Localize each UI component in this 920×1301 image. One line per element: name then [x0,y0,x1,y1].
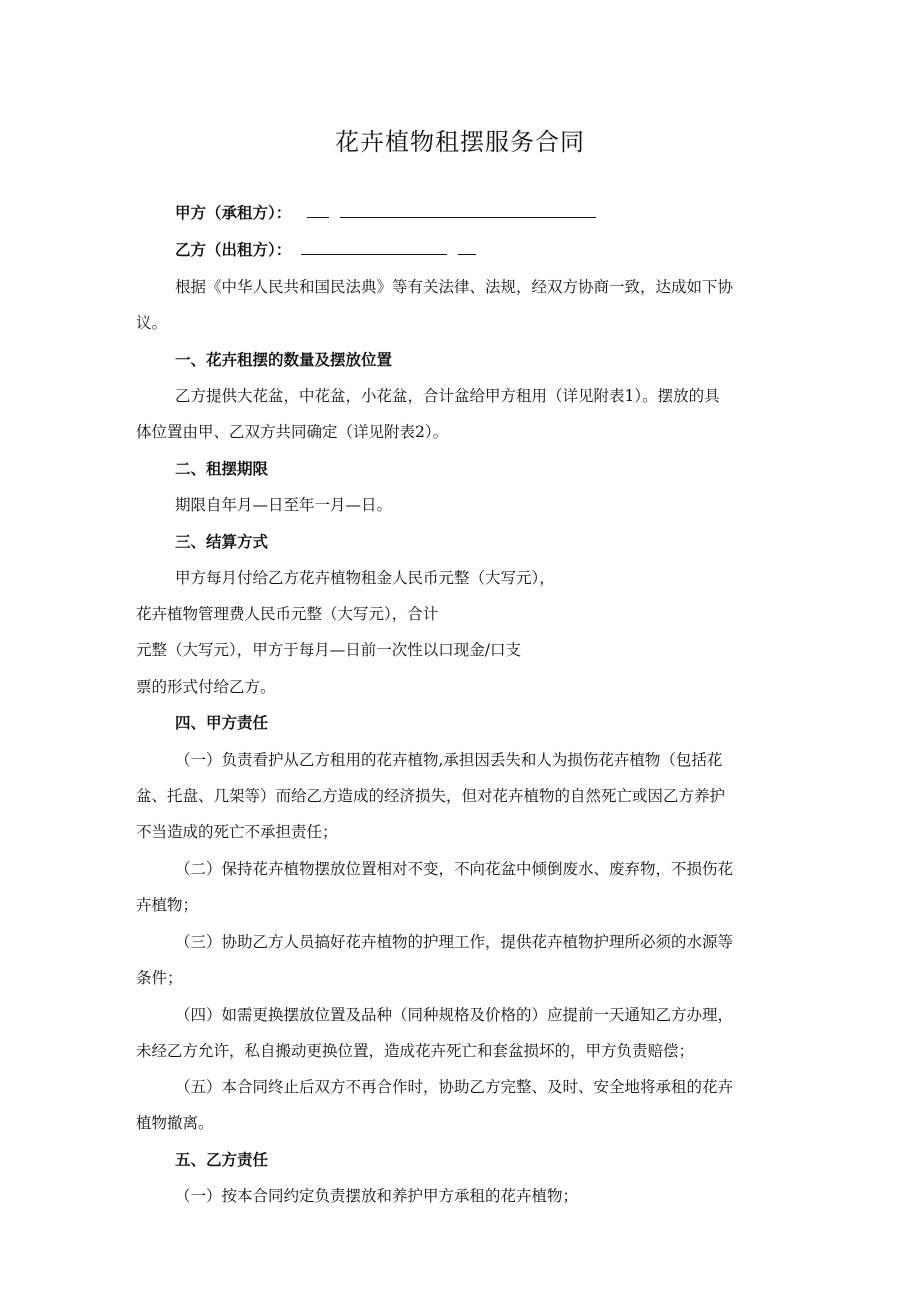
section-1-line-1: 乙方提供大花盆，中花盆，小花盆，合计盆给甲方租用（详见附表1）。摆放的具 [175,387,720,405]
intro-line-2: 议。 [136,314,168,332]
party-b-blank-short [458,240,476,255]
party-a-field[interactable] [340,203,596,218]
section-4-line-4: （二）保持花卉植物摆放位置相对不变，不向花盆中倾倒废水、废弃物，不损伤花 [175,860,734,878]
party-b-label: 乙方（出租方）： [175,241,292,259]
party-b-field[interactable] [301,240,447,255]
section-3-line-2: 花卉植物管理费人民币元整（大写元），合计 [136,605,439,623]
section-4-line-5: 卉植物； [136,896,199,914]
section-3-line-4: 票的形式付给乙方。 [136,678,276,696]
intro-line-1: 根据《中华人民共和国民法典》等有关法律、法规，经双方协商一致，达成如下协 [175,278,734,296]
section-2-line-1: 期限自年月—日至年一月—日。 [175,496,393,514]
section-4-line-8: （四）如需更换摆放位置及品种（同种规格及价格的）应提前一天通知乙方办理， [175,1006,734,1024]
party-a-label: 甲方（承租方）： [175,204,292,222]
party-a-row [175,203,596,223]
section-4-line-3: 不当造成的死亡不承担责任； [136,823,338,841]
section-4-line-10: （五）本合同终止后双方不再合作时，协助乙方完整、及时、安全地将承租的花卉 [175,1078,734,1096]
section-4-line-6: （三）协助乙方人员搞好花卉植物的护理工作，提供花卉植物护理所必须的水源等 [175,933,734,951]
section-4-line-9: 未经乙方允许，私自搬动更换位置，造成花卉死亡和套盆损坏的，甲方负责赔偿； [136,1042,695,1060]
section-3-line-1: 甲方每月付给乙方花卉植物租金人民币元整（大写元）， [175,569,555,587]
section-4-line-7: 条件； [136,969,183,987]
section-5-line-1: （一）按本合同约定负责摆放和养护甲方承租的花卉植物； [175,1187,579,1205]
section-5-heading: 五、乙方责任 [175,1151,269,1169]
section-4-line-2: 盆、托盘、几架等）而给乙方造成的经济损失，但对花卉植物的自然死亡或因乙方养护 [136,787,726,805]
section-4-line-1: （一）负责看护从乙方租用的花卉植物,承担因丢失和人为损伤花卉植物（包括花 [175,751,723,769]
section-1-line-2: 体位置由甲、乙双方共同确定（详见附表2）。 [136,423,449,441]
section-3-line-3: 元整（大写元），甲方于每月—日前一次性以口现金/口支 [136,641,521,659]
section-4-line-11: 植物撤离。 [136,1114,214,1132]
party-b-row [175,240,476,260]
section-1-heading: 一、花卉租摆的数量及摆放位置 [175,351,393,369]
section-3-heading: 三、结算方式 [175,533,269,551]
contract-title: 花卉植物租摆服务合同 [335,128,585,156]
section-4-heading: 四、甲方责任 [175,714,269,732]
party-a-blank-short [307,203,329,218]
section-2-heading: 二、租摆期限 [175,460,269,478]
